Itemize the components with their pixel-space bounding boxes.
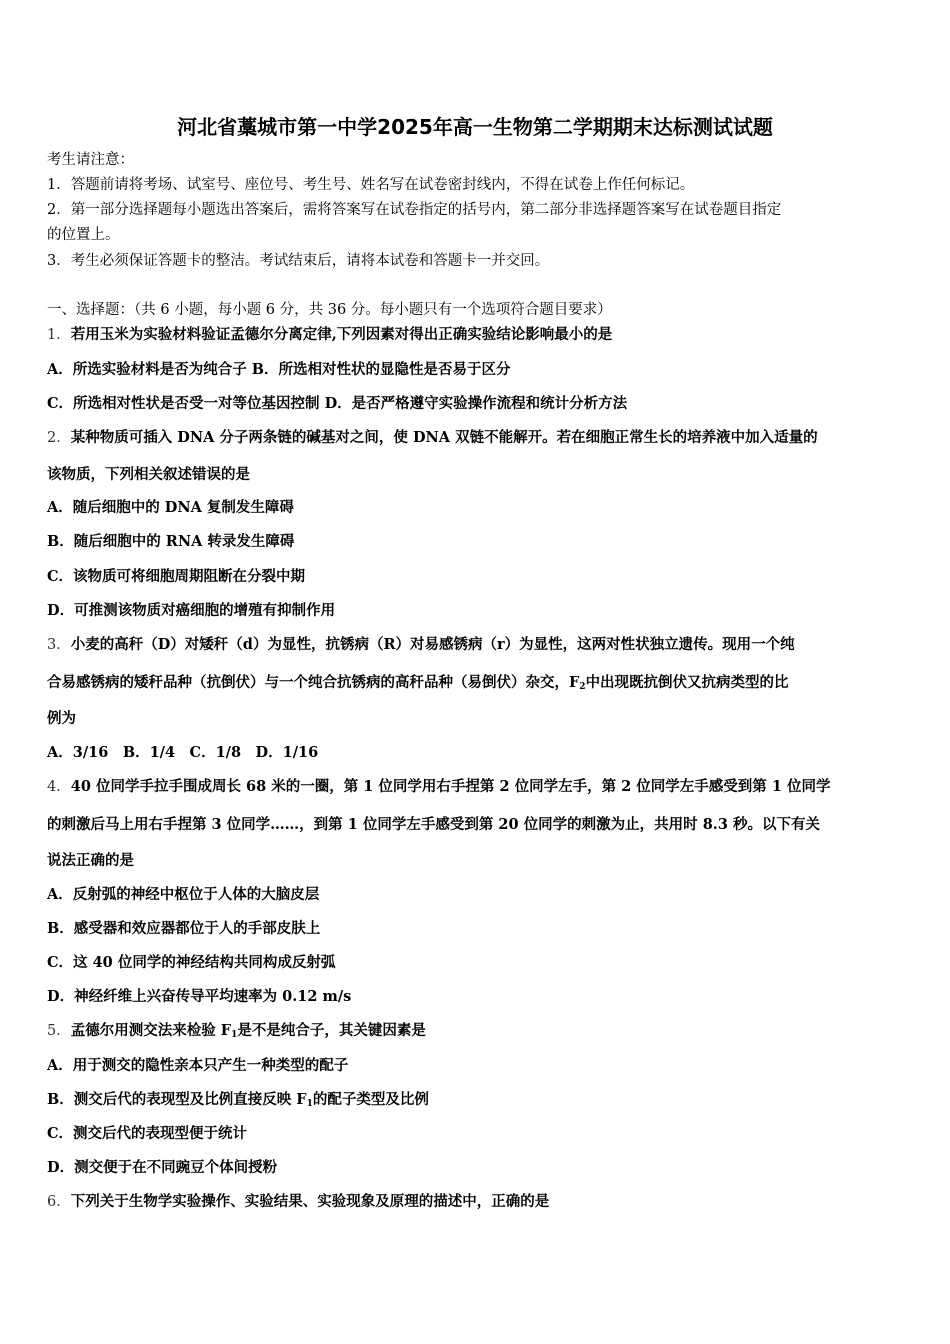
- q1-options-ab: A．所选实验材料是否为纯合子 B．所选相对性状的显隐性是否易于区分: [47, 361, 511, 378]
- q3-stem-text: 合易感锈病的矮秆品种（抗倒伏）与一个纯合抗锈病的高秆品种（易倒伏）杂交，F: [47, 674, 580, 691]
- q5-option-a: A．用于测交的隐性亲本只产生一种类型的配子: [47, 1057, 349, 1074]
- question-number: 1．: [47, 327, 71, 343]
- question-3: [47, 635, 795, 655]
- q5-option-d: D．测交便于在不同豌豆个体间授粉: [47, 1159, 278, 1176]
- option-text: 的配子类型及比例: [312, 1091, 429, 1108]
- q4-stem-end: 说法正确的是: [47, 852, 134, 869]
- option-text: B．测交后代的表现型及比例直接反映 F: [47, 1091, 307, 1108]
- q2-stem-cont: 该物质，下列相关叙述错误的是: [47, 466, 250, 483]
- q4-stem-cont: 的刺激后马上用右手捏第 3 位同学……，到第 1 位同学左手感受到第 20 位同学的刺激为止，共用时 8.3 秒。以下有关: [47, 816, 820, 833]
- question-number: 3．: [47, 637, 71, 653]
- exam-title: 河北省藁城市第一中学2025年高一生物第二学期期末达标测试试题: [177, 115, 773, 139]
- q2-option-b: B．随后细胞中的 RNA 转录发生障碍: [47, 533, 295, 550]
- subscript: 1: [306, 1099, 313, 1109]
- notice-heading: 考生请注意：: [47, 152, 134, 168]
- q3-stem-end: 例为: [47, 710, 76, 727]
- q4-option-a: A．反射弧的神经中枢位于人体的大脑皮层: [47, 886, 320, 903]
- q3-stem-cont: [47, 673, 789, 697]
- q1-options-cd: C．所选相对性状是否受一对等位基因控制 D．是否严格遵守实验操作流程和统计分析方法: [47, 395, 628, 412]
- question-5: [47, 1021, 426, 1045]
- question-stem: 是不是纯合子，其关键因素是: [237, 1022, 426, 1039]
- q3-stem-text: 中出现既抗倒伏又抗病类型的比: [585, 674, 789, 691]
- section-heading: 一、选择题：（共 6 小题，每小题 6 分，共 36 分。每小题只有一个选项符合题目要求）: [47, 302, 612, 318]
- q4-option-c: C．这 40 位同学的神经结构共同构成反射弧: [47, 954, 336, 971]
- q5-option-b: [47, 1090, 429, 1114]
- q5-option-c: C．测交后代的表现型便于统计: [47, 1125, 248, 1142]
- question-stem: 孟德尔用测交法来检验 F: [70, 1022, 232, 1039]
- notice-item-2-cont: 的位置上。: [47, 227, 120, 243]
- question-stem: 某种物质可插入 DNA 分子两条链的碱基对之间，使 DNA 双链不能解开。若在细胞正常生长的培养液中加入适量的: [70, 429, 818, 446]
- question-stem: 40 位同学手拉手围成周长 68 米的一圈，第 1 位同学用右手捏第 2 位同学左手，第 2 位同学左手感受到第 1 位同学: [70, 778, 831, 795]
- question-1: [47, 325, 612, 345]
- question-6: [47, 1192, 549, 1212]
- q3-options: A．3/16 B．1/4 C．1/8 D．1/16: [47, 744, 319, 761]
- q4-option-b: B．感受器和效应器都位于人的手部皮肤上: [47, 920, 321, 937]
- question-number: 2．: [47, 430, 71, 446]
- notice-item-2: 2．第一部分选择题每小题选出答案后，需将答案写在试卷指定的括号内，第二部分非选择题答案写在试卷题目指定: [47, 202, 782, 218]
- question-stem: 小麦的高秆（D）对矮秆（d）为显性，抗锈病（R）对易感锈病（r）为显性，这两对性状独立遗传。现用一个纯: [70, 636, 795, 653]
- q4-option-d: D．神经纤维上兴奋传导平均速率为 0.12 m/s: [47, 988, 352, 1005]
- subscript: 2: [579, 682, 586, 692]
- notice-item-3: 3．考生必须保证答题卡的整洁。考试结束后，请将本试卷和答题卡一并交回。: [47, 253, 550, 269]
- question-2: [47, 428, 818, 448]
- question-number: 6．: [47, 1194, 71, 1210]
- question-stem: 若用玉米为实验材料验证孟德尔分离定律,下列因素对得出正确实验结论影响最小的是: [70, 326, 613, 343]
- question-stem: 下列关于生物学实验操作、实验结果、实验现象及原理的描述中，正确的是: [70, 1193, 550, 1210]
- q2-option-d: D．可推测该物质对癌细胞的增殖有抑制作用: [47, 602, 336, 619]
- question-4: [47, 777, 830, 797]
- question-number: 5．: [47, 1023, 71, 1039]
- question-number: 4．: [47, 779, 71, 795]
- notice-item-1: 1．答题前请将考场、试室号、座位号、考生号、姓名写在试卷密封线内，不得在试卷上作任何标记。: [47, 177, 695, 193]
- subscript: 1: [231, 1030, 238, 1040]
- q2-option-a: A．随后细胞中的 DNA 复制发生障碍: [47, 499, 294, 516]
- q2-option-c: C．该物质可将细胞周期阻断在分裂中期: [47, 568, 306, 585]
